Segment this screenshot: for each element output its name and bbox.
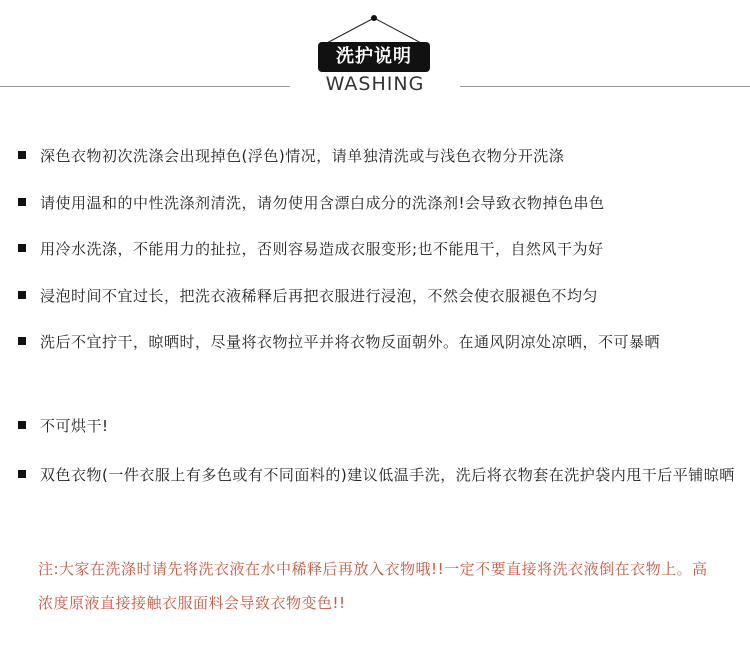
page-subtitle: WASHING <box>325 73 425 95</box>
instruction-text: 不可烘干! <box>40 417 109 435</box>
divider-right <box>460 86 750 87</box>
bullet-icon <box>18 198 26 206</box>
instruction-text: 洗后不宜拧干，晾晒时，尽量将衣物拉平并将衣物反面朝外。在通风阴凉处凉晒，不可暴晒 <box>40 333 661 351</box>
warning-note: 注:大家在洗涤时请先将洗衣液在水中稀释后再放入衣物哦!!一定不要直接将洗衣液倒在衣物上。高浓度原液直接接触衣服面料会导致衣物变色!! <box>38 560 708 612</box>
bullet-icon <box>18 470 26 478</box>
bullet-icon <box>18 337 26 345</box>
list-item <box>40 280 735 312</box>
header <box>0 0 750 110</box>
list-item <box>40 187 735 219</box>
list-item <box>40 459 735 491</box>
bullet-icon <box>18 151 26 159</box>
bullet-icon <box>18 244 26 252</box>
instruction-text: 深色衣物初次洗涤会出现掉色(浮色)情况，请单独清洗或与浅色衣物分开洗涤 <box>40 147 565 165</box>
hanger-pin-icon <box>371 15 377 21</box>
instruction-text: 浸泡时间不宜过长，把洗衣液稀释后再把衣服进行浸泡，不然会使衣服褪色不均匀 <box>40 287 599 305</box>
instruction-text: 双色衣物(一件衣服上有多色或有不同面料的)建议低温手洗，洗后将衣物套在洗护袋内甩干后平铺晾晒 <box>40 466 735 484</box>
instruction-text: 请使用温和的中性洗涤剂清洗，请勿使用含漂白成分的洗涤剂!会导致衣物掉色串色 <box>40 194 605 212</box>
list-item <box>40 140 735 172</box>
list-item <box>40 410 735 442</box>
divider-left <box>0 86 290 87</box>
list-item <box>40 326 735 358</box>
list-item <box>40 233 735 265</box>
instruction-text: 用冷水洗涤，不能用力的扯拉，否则容易造成衣服变形;也不能甩干，自然风干为好 <box>40 240 604 258</box>
bullet-icon <box>18 291 26 299</box>
bullet-icon <box>18 421 26 429</box>
page-title: 洗护说明 <box>318 42 430 72</box>
